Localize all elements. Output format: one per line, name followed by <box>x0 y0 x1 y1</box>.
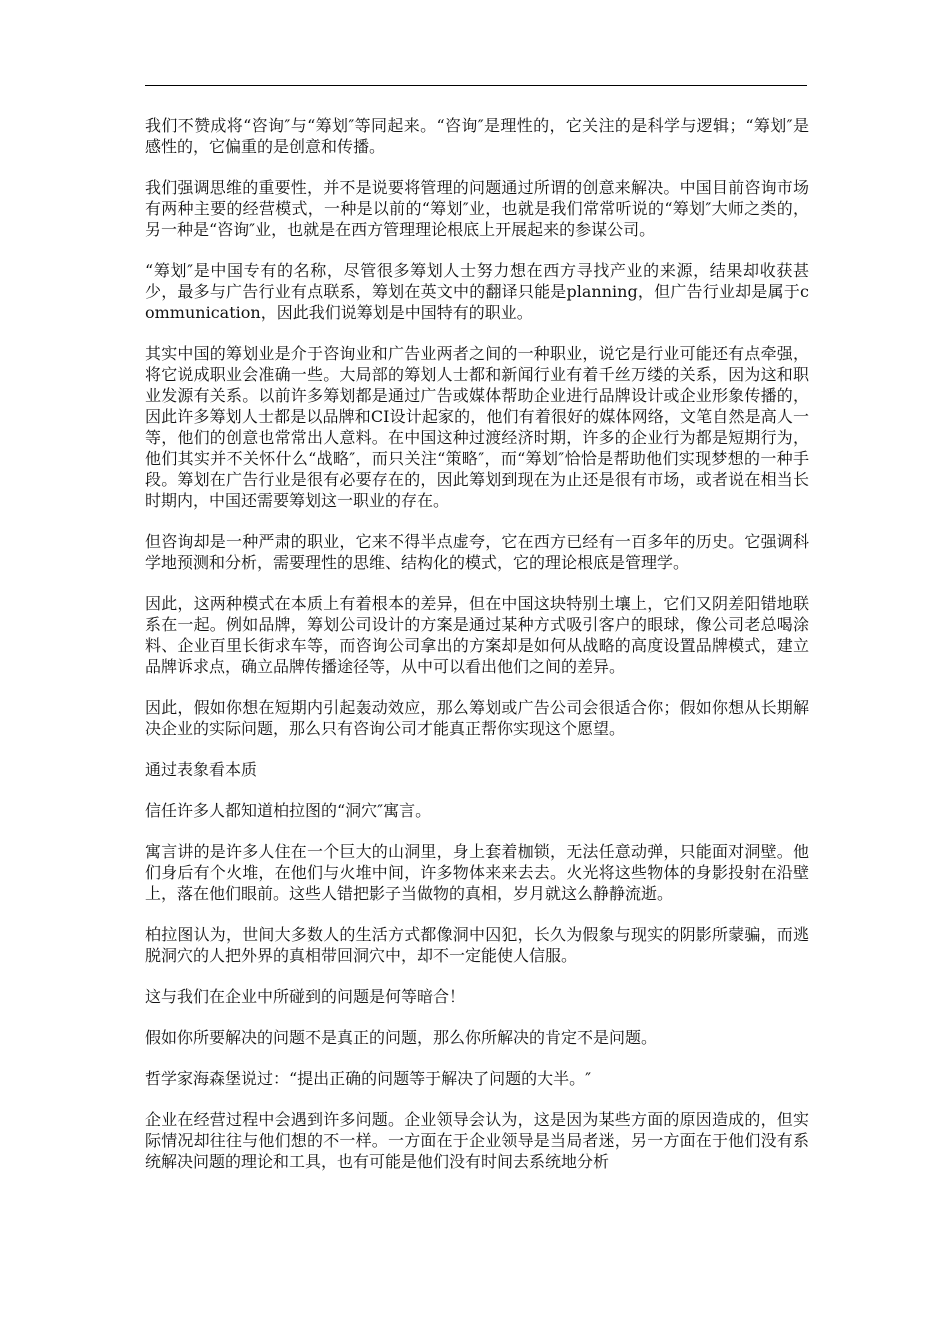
paragraph-7: 因此，假如你想在短期内引起轰动效应，那么筹划或广告公司会很适合你；假如你想从长期解决企业的实际问题，那么只有咨询公司才能真正帮你实现这个愿望。 <box>145 698 809 738</box>
paragraph-1: 我们不赞成将“咨询″与“筹划″等同起来。“咨询″是理性的，它关注的是科学与逻辑；“筹划″是感性的，它偏重的是创意和传播。 <box>145 116 809 156</box>
paragraph-5: 但咨询却是一种严肃的职业，它来不得半点虚夸，它在西方已经有一百多年的历史。它强调科学地预测和分析，需要理性的思维、结构化的模式，它的理论根底是管理学。 <box>145 532 809 572</box>
paragraph-3: “筹划″是中国专有的名称，尽管很多筹划人士努力想在西方寻找产业的来源，结果却收获甚少，最多与广告行业有点联系，筹划在英文中的翻译只能是planning，但广告行业却是属于communication，因此我们说筹划是中国特有的职业。 <box>145 261 809 322</box>
header-rule <box>145 85 807 86</box>
paragraph-6: 因此，这两种模式在本质上有着根本的差异，但在中国这块特别土壤上，它们又阴差阳错地联系在一起。例如品牌，筹划公司设计的方案是通过某种方式吸引客户的眼球，像公司老总喝涂料、企业百里长街求车等，而咨询公司拿出的方案却是如何从战略的高度设置品牌模式，建立品牌诉求点，确立品牌传播途径等，从中可以看出他们之间的差异。 <box>145 594 809 676</box>
paragraph-12: 这与我们在企业中所碰到的问题是何等暗合！ <box>145 987 466 1006</box>
paragraph-10: 寓言讲的是许多人住在一个巨大的山洞里，身上套着枷锁，无法任意动弹，只能面对洞壁。他们身后有个火堆，在他们与火堆中间，许多物体来来去去。火光将这些物体的身影投射在沿壁上，落在他们眼前。这些人错把影子当做物的真相，岁月就这么静静流逝。 <box>145 842 809 903</box>
document-body <box>145 115 809 1192</box>
paragraph-4: 其实中国的筹划业是介于咨询业和广告业两者之间的一种职业，说它是行业可能还有点牵强，将它说成职业会准确一些。大局部的筹划人士都和新闻行业有着千丝万缕的关系，因为这和职业发源有关系。以前许多筹划都是通过广告或媒体帮助企业进行品牌设计或企业形象传播的，因此许多筹划人士都是以品牌和CI设计起家的，他们有着很好的媒体网络，文笔自然是高人一等，他们的创意也常常出人意料。在中国这种过渡经济时期，许多的企业行为都是短期行为，他们其实并不关怀什么“战略″，而只关注“策略″，而“筹划″恰恰是帮助他们实现梦想的一种手段。筹划在广告行业是很有必要存在的，因此筹划到现在为止还是很有市场，或者说在相当长时期内，中国还需要筹划这一职业的存在。 <box>145 344 809 510</box>
section-heading: 通过表象看本质 <box>145 760 258 779</box>
paragraph-2: 我们强调思维的重要性，并不是说要将管理的问题通过所谓的创意来解决。中国目前咨询市场有两种主要的经营模式，一种是以前的“筹划″业，也就是我们常常听说的“筹划″大师之类的，另一种是“咨询″业，也就是在西方管理理论根底上开展起来的参谋公司。 <box>145 178 809 239</box>
paragraph-11: 柏拉图认为，世间大多数人的生活方式都像洞中囚犯，长久为假象与现实的阴影所蒙骗，而逃脱洞穴的人把外界的真相带回洞穴中，却不一定能使人信服。 <box>145 925 809 965</box>
paragraph-9: 信任许多人都知道柏拉图的“洞穴″寓言。 <box>145 801 432 820</box>
paragraph-14: 哲学家海森堡说过：“提出正确的问题等于解决了问题的大半。″ <box>145 1069 592 1088</box>
paragraph-15: 企业在经营过程中会遇到许多问题。企业领导会认为，这是因为某些方面的原因造成的，但实际情况却往往与他们想的不一样。一方面在于企业领导是当局者迷，另一方面在于他们没有系统解决问题的理论和工具，也有可能是他们没有时间去系统地分析 <box>145 1110 809 1171</box>
paragraph-13: 假如你所要解决的问题不是真正的问题，那么你所解决的肯定不是问题。 <box>145 1028 658 1047</box>
